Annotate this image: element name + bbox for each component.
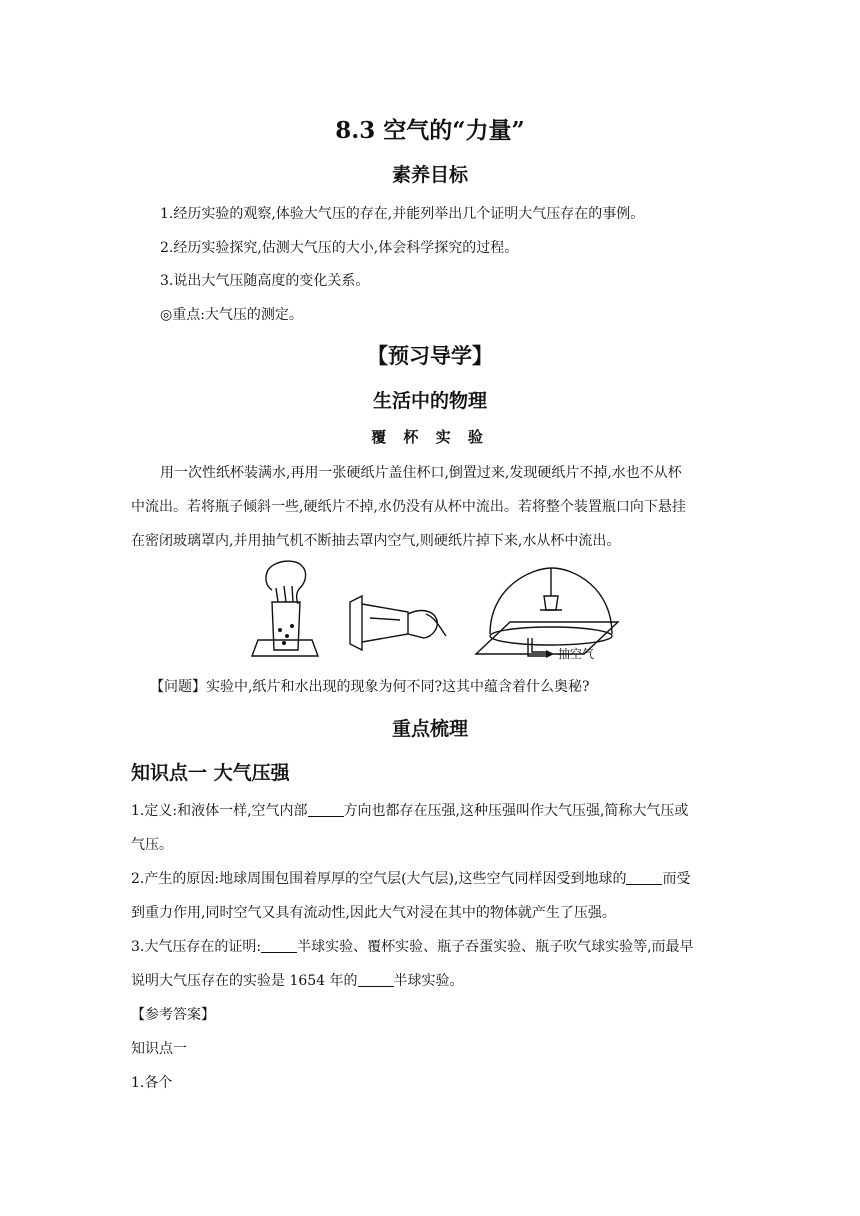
cause-text-a: 2.产生的原因:地球周围包围着厚厚的空气层(大气层),这些空气同样因受到地球的 (131, 871, 627, 887)
blank-2[interactable] (626, 870, 662, 885)
answer-1: 1.各个 (131, 1075, 173, 1091)
proof-line-2 (131, 970, 464, 990)
proof-text-b: 半球实验、覆杯实验、瓶子吞蛋实验、瓶子吹气球实验等,而最早 (297, 939, 694, 955)
proof-text-d: 半球实验。 (393, 973, 464, 989)
goal-item-3: 3.说出大气压随高度的变化关系。 (160, 273, 370, 289)
page-title: 8.3 空气的“力量” (335, 117, 525, 144)
definition-line-2: 气压。 (131, 837, 173, 853)
cause-line-2: 到重力作用,同时空气又具有流动性,因此大气对浸在其中的物体就产生了压强。 (131, 905, 616, 921)
key-points-heading: 重点梳理 (391, 718, 468, 740)
key-focus-note: ◎重点:大气压的测定。 (160, 307, 303, 323)
life-physics-heading: 生活中的物理 (372, 390, 487, 412)
experiment-title: 覆 杯 实 验 (371, 428, 489, 446)
blank-3[interactable] (261, 938, 297, 953)
goal-item-2: 2.经历实验探究,估测大气压的大小,体会科学探究的过程。 (160, 240, 519, 256)
experiment-para-line-1: 用一次性纸杯装满水,再用一张硬纸片盖住杯口,倒置过来,发现硬纸片不掉,水也不从杯 (160, 465, 682, 481)
proof-text-a: 3.大气压存在的证明: (131, 939, 262, 955)
proof-text-c: 说明大气压存在的实验是 1654 年的 (131, 973, 358, 989)
blank-1[interactable] (308, 802, 344, 817)
cause-text-b: 而受 (662, 871, 691, 887)
definition-line-1 (131, 800, 688, 820)
experiment-para-line-3: 在密闭玻璃罩内,并用抽气机不断抽去罩内空气,则硬纸片掉下来,水从杯中流出。 (131, 533, 621, 549)
goal-item-1: 1.经历实验的观察,体验大气压的存在,并能列举出几个证明大气压存在的事例。 (160, 206, 645, 222)
proof-line-1 (131, 936, 694, 956)
experiment-drawing (240, 558, 640, 670)
preview-heading: 【预习导学】 (367, 344, 493, 368)
cause-line-1 (131, 868, 690, 888)
definition-text-b: 方向也都存在压强,这种压强叫作大气压强,简称大气压或 (343, 803, 689, 819)
definition-text-a: 1.定义:和液体一样,空气内部 (131, 803, 308, 819)
experiment-illustration (240, 558, 640, 670)
question-text: 【问题】实验中,纸片和水出现的现象为何不同?这其中蕴含着什么奥秘? (150, 679, 590, 695)
knowledge-point-heading: 知识点一 大气压强 (131, 762, 290, 784)
answers-section: 知识点一 (131, 1041, 187, 1057)
experiment-para-line-2: 中流出。若将瓶子倾斜一些,硬纸片不掉,水仍没有从杯中流出。若将整个装置瓶口向下悬挂 (131, 499, 686, 515)
figure-label-pump-air: 抽空气 (558, 647, 595, 661)
goals-heading: 素养目标 (391, 164, 468, 186)
blank-4[interactable] (358, 972, 394, 987)
answers-heading: 【参考答案】 (131, 1007, 215, 1023)
